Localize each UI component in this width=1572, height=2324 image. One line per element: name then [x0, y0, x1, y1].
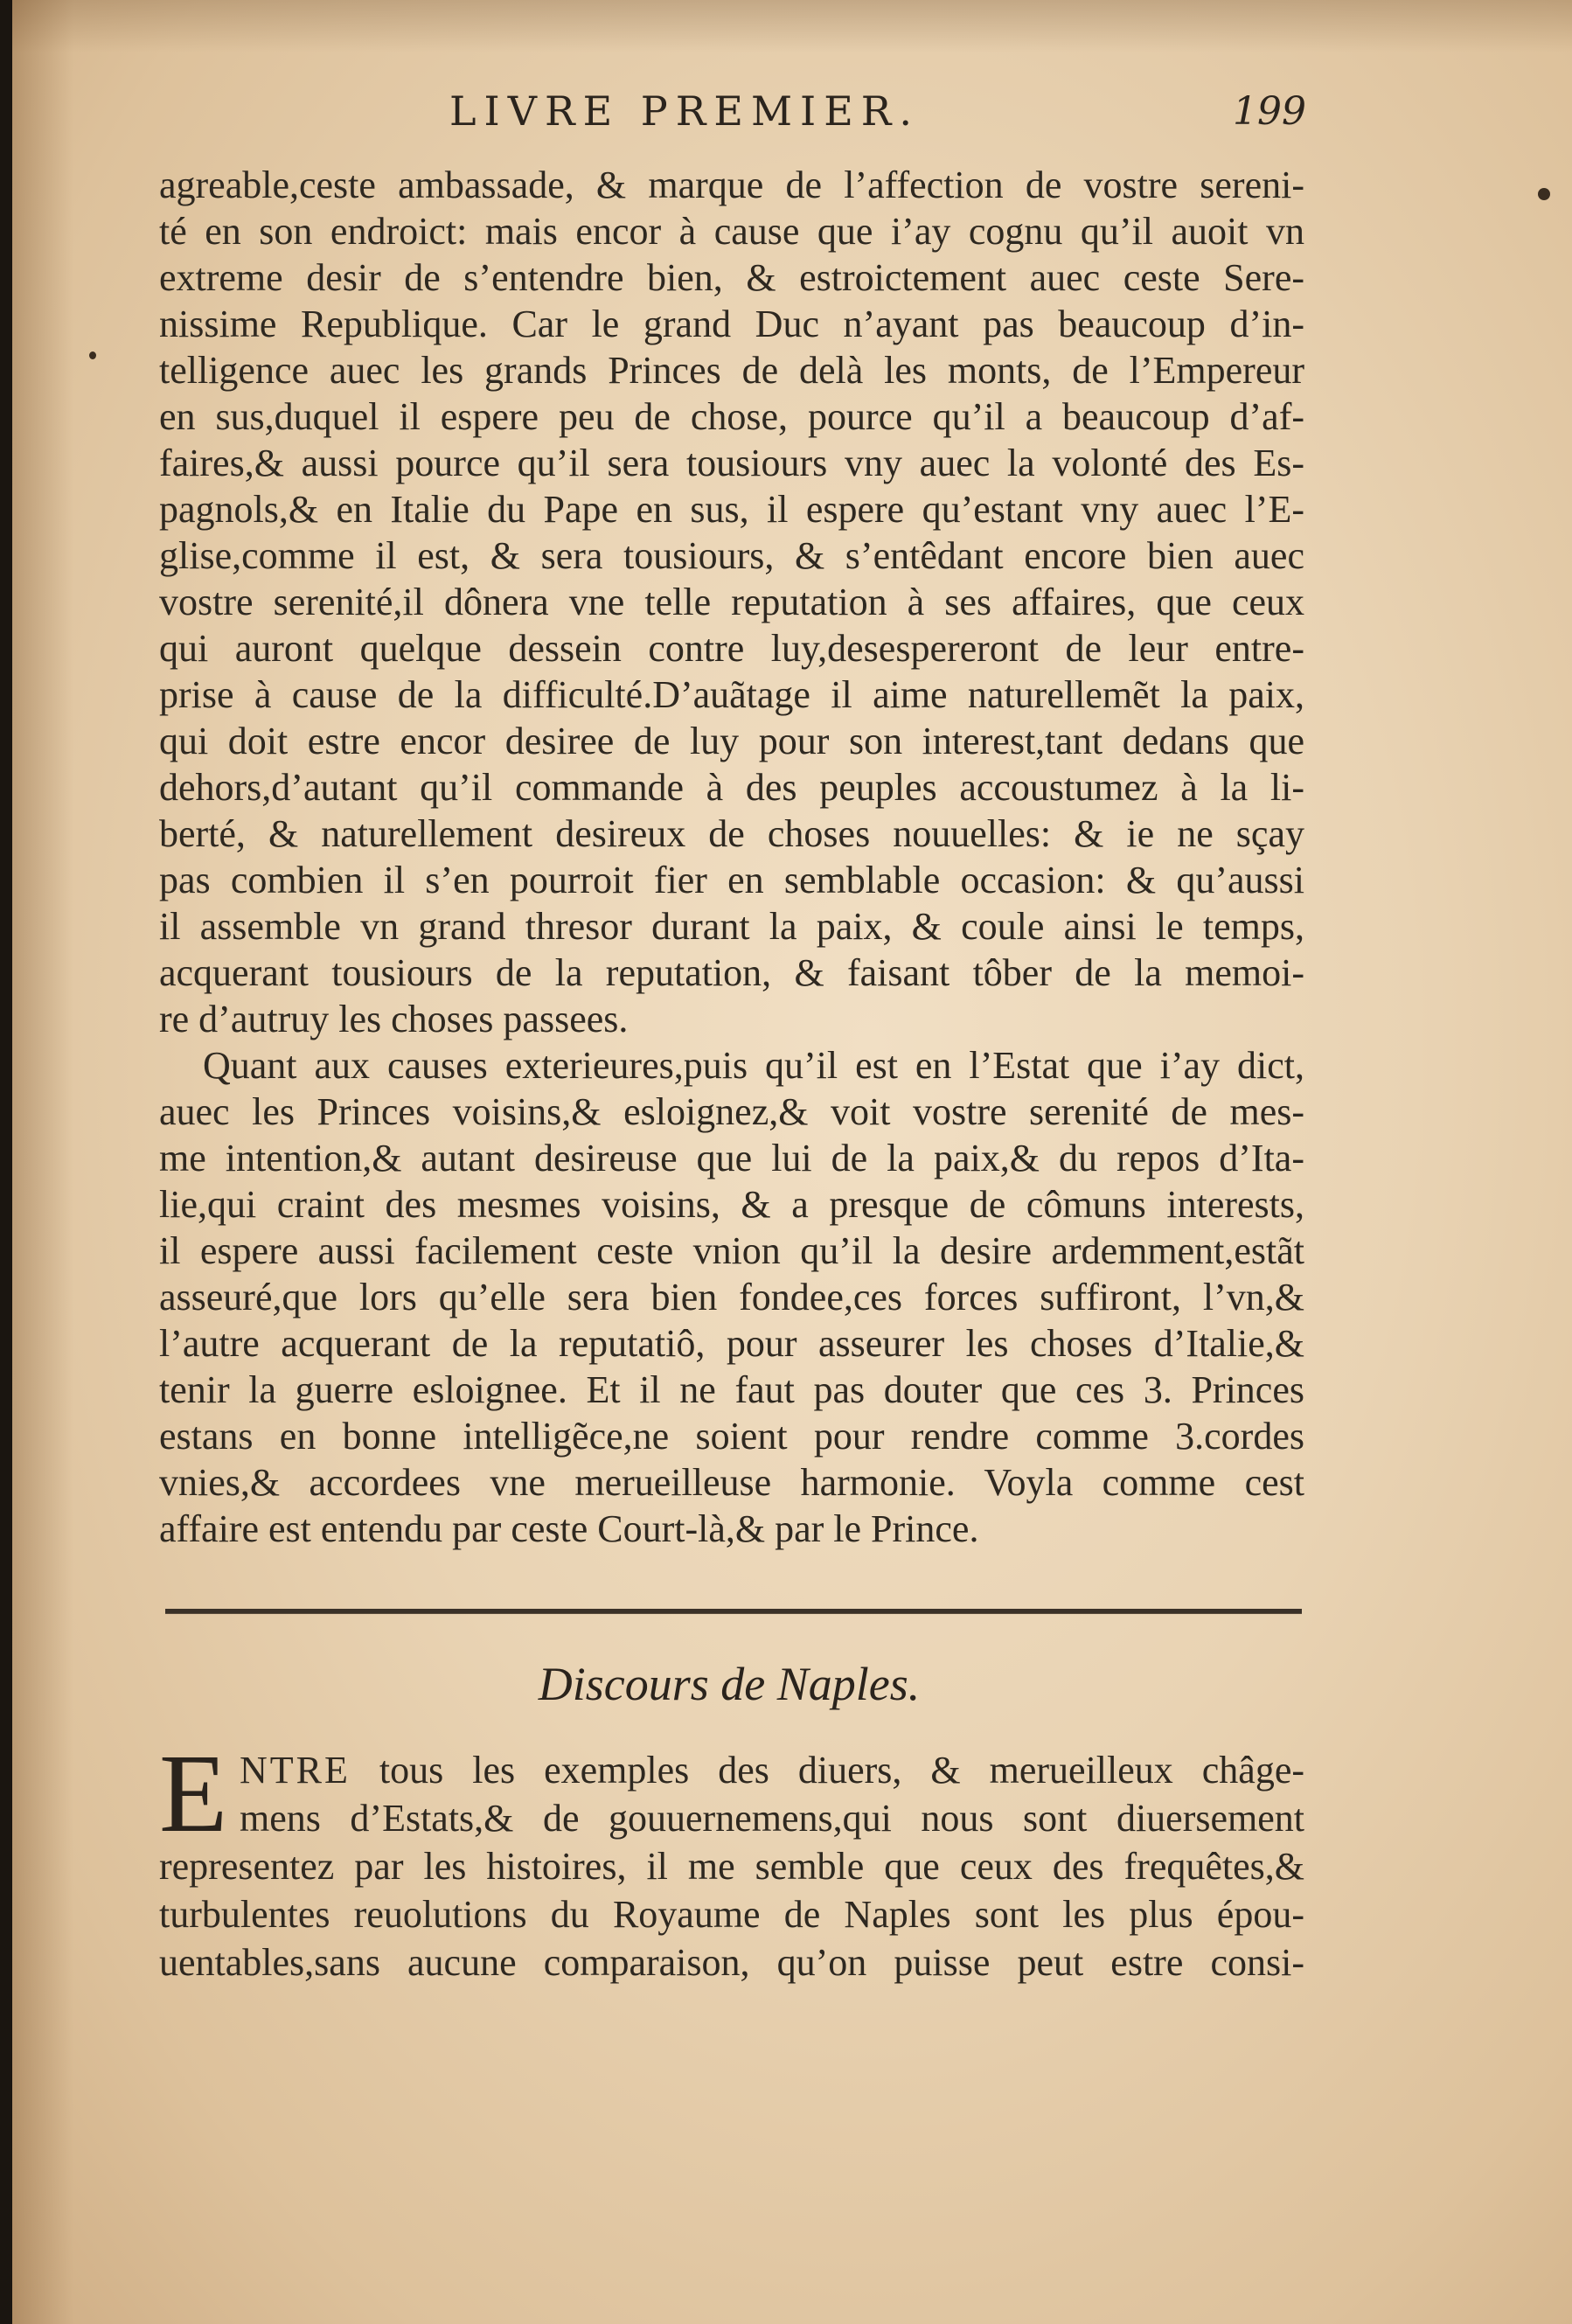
- text-line: affaire est entendu par ceste Court-là,& par le Prince.: [159, 1507, 979, 1550]
- text-line: turbulentes reuolutions du Royaume de Naples sont les plus épou-: [159, 1893, 1304, 1936]
- text-line: prise à cause de la difficulté.D’auãtage il aime naturellemẽt la paix,: [159, 673, 1304, 716]
- text-line: en sus,duquel il espere peu de chose, pource qu’il a beaucoup d’af-: [159, 395, 1304, 438]
- text-line: il assemble vn grand thresor durant la paix, & coule ainsi le temps,: [159, 905, 1304, 948]
- text-line: telligence auec les grands Princes de delà les monts, de l’Empereur: [159, 349, 1304, 392]
- text-line: pagnols,& en Italie du Pape en sus, il espere qu’estant vny auec l’E-: [159, 488, 1304, 531]
- text-line: Quant aux causes exterieures,puis qu’il est en l’Estat que i’ay dict,: [203, 1044, 1304, 1087]
- text-line: vnies,& accordees vne merueilleuse harmonie. Voyla comme cest: [159, 1461, 1304, 1504]
- body-text: [159, 162, 1304, 1552]
- book-page: [12, 0, 1572, 2324]
- text-line: extreme desir de s’entendre bien, & estroictement auec ceste Sere-: [159, 256, 1304, 299]
- text-line: tenir la guerre esloignee. Et il ne faut pas douter que ces 3. Princes: [159, 1368, 1304, 1411]
- text-line: faires,& aussi pource qu’il sera tousiours vny auec la volonté des Es-: [159, 442, 1304, 484]
- text-line: nissime Republique. Car le grand Duc n’ayant pas beaucoup d’in-: [159, 303, 1304, 345]
- page-number: 199: [1233, 89, 1306, 134]
- text-line: l’autre acquerant de la reputatiô, pour asseurer les choses d’Italie,&: [159, 1322, 1304, 1365]
- text-line-rest: tous les exemples des diuers, & merueilleux châge-: [350, 1749, 1304, 1792]
- running-title: LIVRE PREMIER.: [449, 87, 921, 135]
- text-line: representez par les histoires, il me semble que ceux des frequêtes,&: [159, 1845, 1304, 1888]
- text-line: dehors,d’autant qu’il commande à des peuples accoustumez à la li-: [159, 766, 1304, 809]
- section-title: Discours de Naples.: [538, 1658, 921, 1710]
- text-line: agreable,ceste ambassade, & marque de l’affection de vostre sereni-: [159, 164, 1304, 206]
- text-line: il espere aussi facilement ceste vnion qu’il la desire ardemment,estãt: [159, 1229, 1304, 1272]
- drop-cap: E: [159, 1731, 228, 1855]
- section-text: [159, 1731, 1304, 1987]
- text-line: me intention,& autant desireuse que lui de la paix,& du repos d’Ita-: [159, 1137, 1304, 1179]
- text-line: mens d’Estats,& de gouuernemens,qui nous sont diuersement: [240, 1797, 1304, 1840]
- text-line: pas combien il s’en pourroit fier en semblable occasion: & qu’aussi: [159, 859, 1304, 901]
- text-line: [159, 1746, 1304, 1794]
- text-line: qui auront quelque dessein contre luy,desespereront de leur entre-: [159, 627, 1304, 670]
- section-divider: [165, 1609, 1302, 1614]
- text-line: acquerant tousiours de la reputation, & faisant tôber de la memoi-: [159, 951, 1304, 994]
- text-line: vostre serenité,il dônera vne telle reputation à ses affaires, que ceux: [159, 581, 1304, 623]
- first-word: NTRE: [240, 1749, 351, 1792]
- text-line: berté, & naturellement desireux de choses nouuelles: & ie ne sçay: [159, 812, 1304, 855]
- text-line: estans en bonne intelligẽce,ne soient pour rendre comme 3.cordes: [159, 1415, 1304, 1458]
- text-line: té en son endroict: mais encor à cause que i’ay cognu qu’il auoit vn: [159, 210, 1304, 253]
- ink-speck: [89, 351, 96, 359]
- text-line: glise,comme il est, & sera tousiours, & s’entêdant encore bien auec: [159, 534, 1304, 577]
- text-line: re d’autruy les choses passees.: [159, 998, 629, 1040]
- text-line: uentables,sans aucune comparaison, qu’on puisse peut estre consi-: [159, 1941, 1304, 1984]
- text-line: auec les Princes voisins,& esloignez,& voit vostre serenité de mes-: [159, 1090, 1304, 1133]
- text-line: asseuré,que lors qu’elle sera bien fondee,ces forces suffiront, l’vn,&: [159, 1276, 1304, 1319]
- running-header: [152, 87, 1324, 149]
- ink-speck: [1538, 188, 1550, 200]
- text-line: lie,qui craint des mesmes voisins, & a presque de cômuns interests,: [159, 1183, 1304, 1226]
- text-line: qui doit estre encor desiree de luy pour son interest,tant dedans que: [159, 720, 1304, 762]
